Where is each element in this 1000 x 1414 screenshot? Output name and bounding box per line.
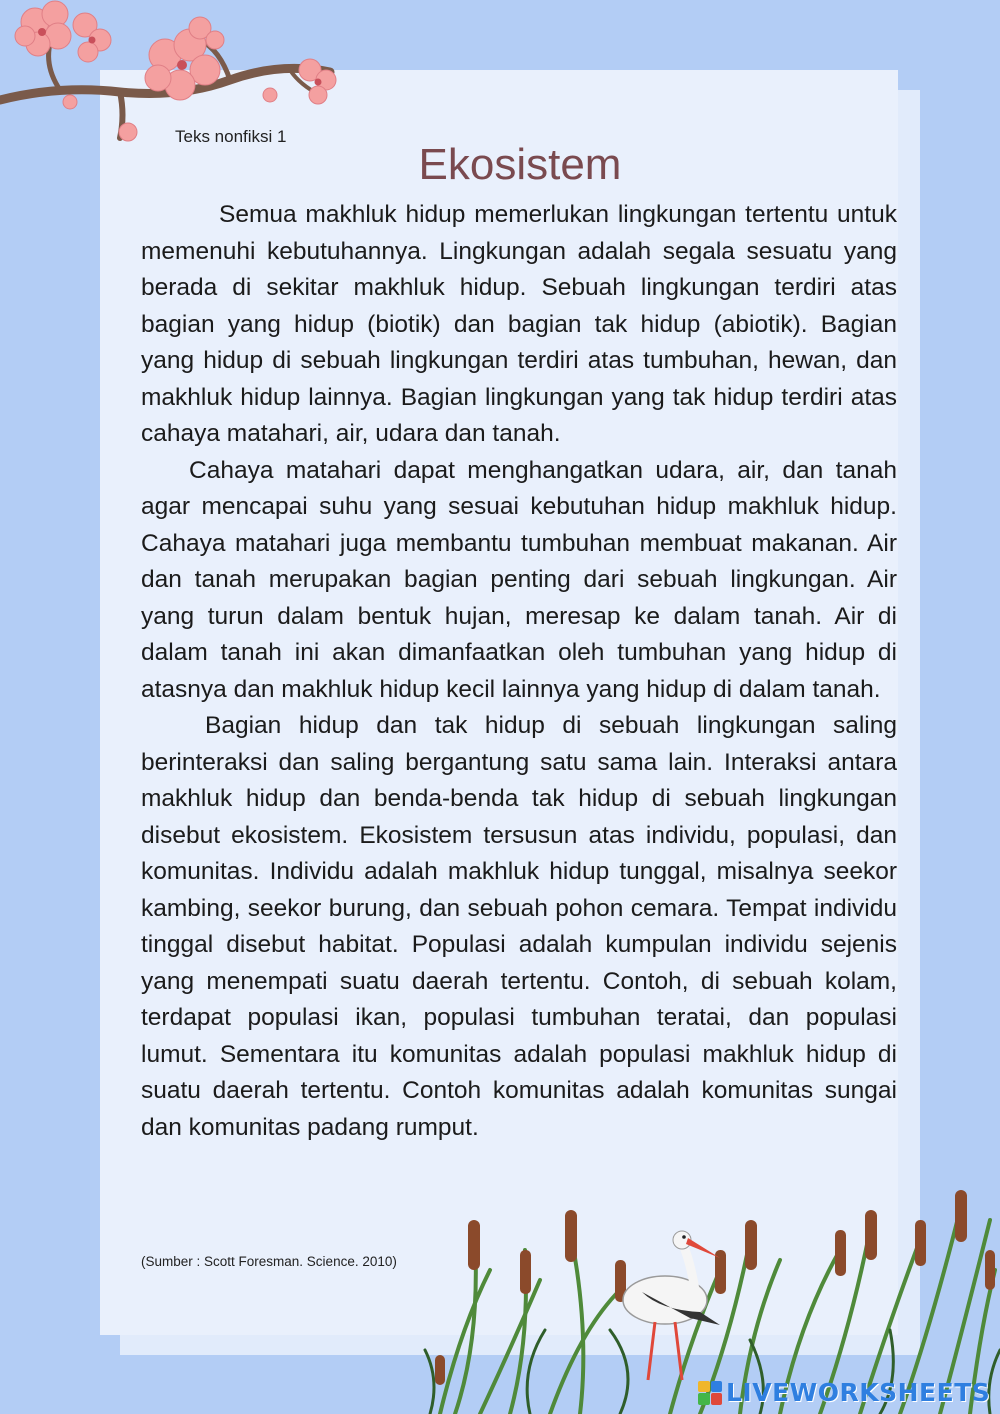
paragraph-2: Cahaya matahari dapat menghangatkan udara, air, dan tanah agar mencapai suhu yang sesuai kebutuhan hidup makhluk hidup. Cahaya matahari juga membantu tumbuhan membuat makanan. Air dan tanah merupakan bagian penting dari sebuah lingkungan. Air yang turun dalam bentuk hujan, meresap ke dalam tanah. Air di dalam tanah ini akan dimanfaatkan oleh tumbuhan yang hidup di atasnya dan makhluk hidup kecil lainnya yang hidup di dalam tanah.: [141, 456, 897, 703]
logo-mark-icon: [698, 1381, 722, 1405]
source-citation: (Sumber : Scott Foresman. Science. 2010): [141, 1254, 397, 1269]
document-label: Teks nonfiksi 1: [175, 127, 287, 146]
paragraph-1: Semua makhluk hidup memerlukan lingkungan tertentu untuk memenuhi kebutuhannya. Lingkungan adalah segala sesuatu yang berada di sekitar makhluk hidup. Sebuah lingkungan terdiri atas bagian yang hidup (biotik) dan bagian tak hidup (abiotik). Bagian yang hidup di sebuah lingkungan terdiri atas tumbuhan, hewan, dan makhluk hidup lainnya. Bagian lingkungan yang tak hidup terdiri atas cahaya matahari, air, udara dan tanah.: [141, 201, 897, 447]
article-body: [141, 197, 897, 1146]
liveworksheets-logo: [698, 1378, 990, 1407]
logo-text: LIVEWORKSHEETS: [726, 1378, 991, 1407]
paragraph-3: Bagian hidup dan tak hidup di sebuah lingkungan saling berinteraksi dan saling bergantung satu sama lain. Interaksi antara makhluk hidup dan benda-benda tak hidup di sebuah lingkungan disebut ekosistem. Ekosistem tersusun atas individu, populasi, dan komunitas. Individu adalah makhluk hidup tunggal, misalnya seekor kambing, seekor burung, dan sebuah pohon cemara. Tempat individu tinggal disebut habitat. Populasi adalah kumpulan individu sejenis yang menempati suatu daerah tertentu. Contoh, di sebuah kolam, terdapat populasi ikan, populasi tumbuhan teratai, dan populasi lumut. Sementara itu komunitas adalah populasi makhluk hidup di suatu daerah tertentu. Contoh komunitas adalah komunitas sungai dan komunitas padang rumput.: [141, 712, 897, 1141]
page-title: Ekosistem: [418, 140, 622, 189]
